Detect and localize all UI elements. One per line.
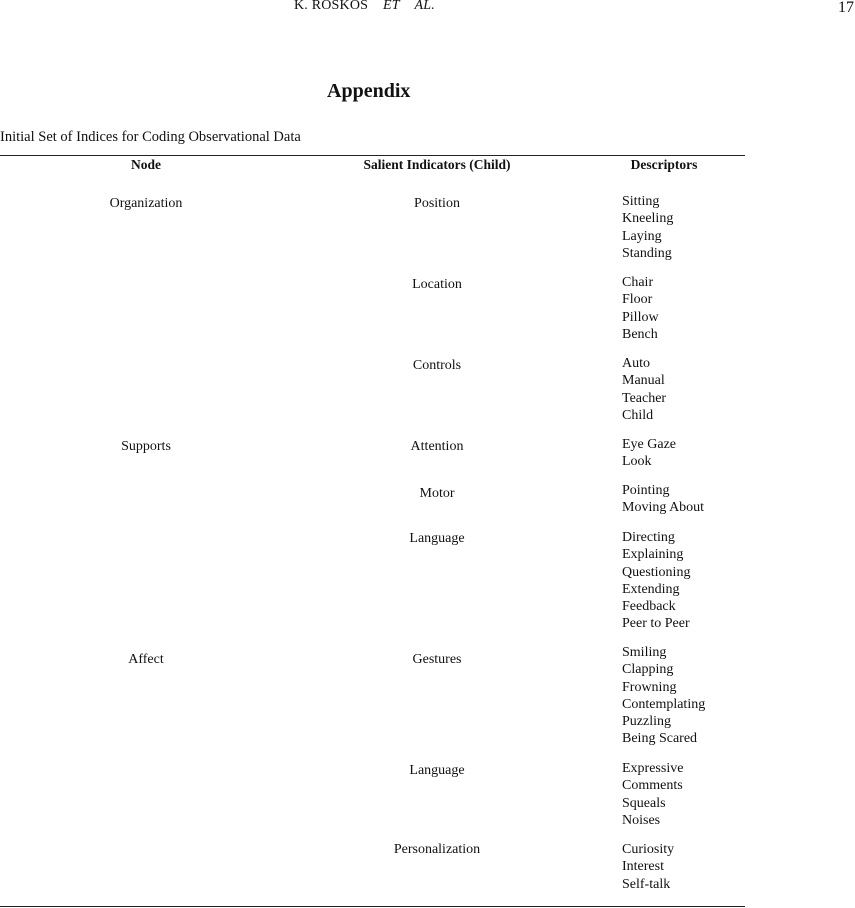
descriptor-item: Peer to Peer (622, 616, 690, 632)
node-cell: Organization (109, 196, 183, 211)
table-bottom-rule (0, 906, 745, 907)
running-head (294, 0, 435, 14)
descriptor-item: Pointing (622, 483, 670, 498)
descriptor-group (622, 529, 690, 633)
node-cell: Supports (121, 439, 171, 454)
node-cell: Affect (128, 652, 164, 667)
descriptor-item: Floor (622, 292, 653, 308)
descriptor-item: Directing (622, 530, 675, 545)
descriptor-item: Look (622, 454, 652, 470)
descriptor-item: Eye Gaze (622, 437, 677, 452)
descriptor-group (622, 355, 666, 424)
descriptor-item: Frowning (622, 679, 677, 695)
indicator-cell: Motor (419, 486, 455, 501)
page-title: Appendix (327, 80, 411, 102)
indicator-cell: Location (412, 277, 462, 292)
descriptor-item: Manual (622, 373, 665, 389)
descriptor-item: Curiosity (622, 842, 675, 857)
descriptor-group (622, 436, 676, 471)
descriptor-item: Self-talk (622, 876, 671, 892)
descriptor-group (622, 193, 673, 262)
descriptor-item: Pillow (622, 309, 659, 325)
descriptor-item: Sitting (622, 194, 660, 209)
descriptor-item: Auto (622, 356, 650, 371)
descriptor-item: Explaining (622, 547, 684, 563)
descriptor-item: Clapping (622, 662, 674, 678)
descriptor-group (622, 760, 683, 829)
table-caption: Initial Set of Indices for Coding Observational Data (0, 129, 301, 145)
descriptor-item: Noises (622, 812, 661, 828)
indicator-cell: Attention (410, 439, 464, 454)
descriptor-item: Kneeling (622, 211, 674, 227)
descriptor-item: Feedback (622, 599, 676, 615)
descriptor-group (622, 644, 705, 748)
descriptor-item: Extending (622, 581, 680, 597)
header-descriptors: Descriptors (630, 157, 698, 172)
descriptor-item: Questioning (622, 564, 691, 580)
descriptor-item: Teacher (622, 390, 667, 406)
running-head-al: AL. (414, 0, 435, 13)
descriptor-item: Comments (622, 778, 683, 794)
descriptor-group (622, 482, 704, 517)
indicator-cell: Controls (412, 358, 462, 373)
descriptor-item: Contemplating (622, 696, 706, 712)
descriptor-item: Squeals (622, 795, 666, 811)
descriptor-item: Being Scared (622, 731, 698, 747)
descriptor-item: Puzzling (622, 714, 671, 730)
descriptor-group (622, 841, 674, 893)
indicator-cell: Position (414, 196, 460, 211)
running-head-author: K. ROSKOS (294, 0, 369, 13)
table-top-rule (0, 155, 745, 156)
descriptor-item: Moving About (622, 500, 705, 516)
descriptor-item: Chair (622, 275, 654, 290)
descriptor-item: Interest (622, 859, 664, 875)
indicator-cell: Language (409, 763, 465, 778)
running-head-et: ET (382, 0, 400, 13)
descriptor-item: Smiling (622, 645, 667, 660)
header-node: Node (131, 157, 161, 172)
descriptor-item: Bench (622, 326, 658, 342)
indicator-cell: Language (409, 531, 465, 546)
indicator-cell: Personalization (393, 842, 481, 857)
descriptor-group (622, 274, 659, 343)
descriptor-item: Standing (622, 245, 672, 261)
header-indicators: Salient Indicators (Child) (363, 157, 511, 172)
page-number: 17 (838, 0, 854, 16)
indicator-cell: Gestures (412, 652, 462, 667)
descriptor-item: Child (622, 407, 654, 423)
descriptor-item: Laying (622, 228, 662, 244)
descriptor-item: Expressive (622, 761, 684, 776)
